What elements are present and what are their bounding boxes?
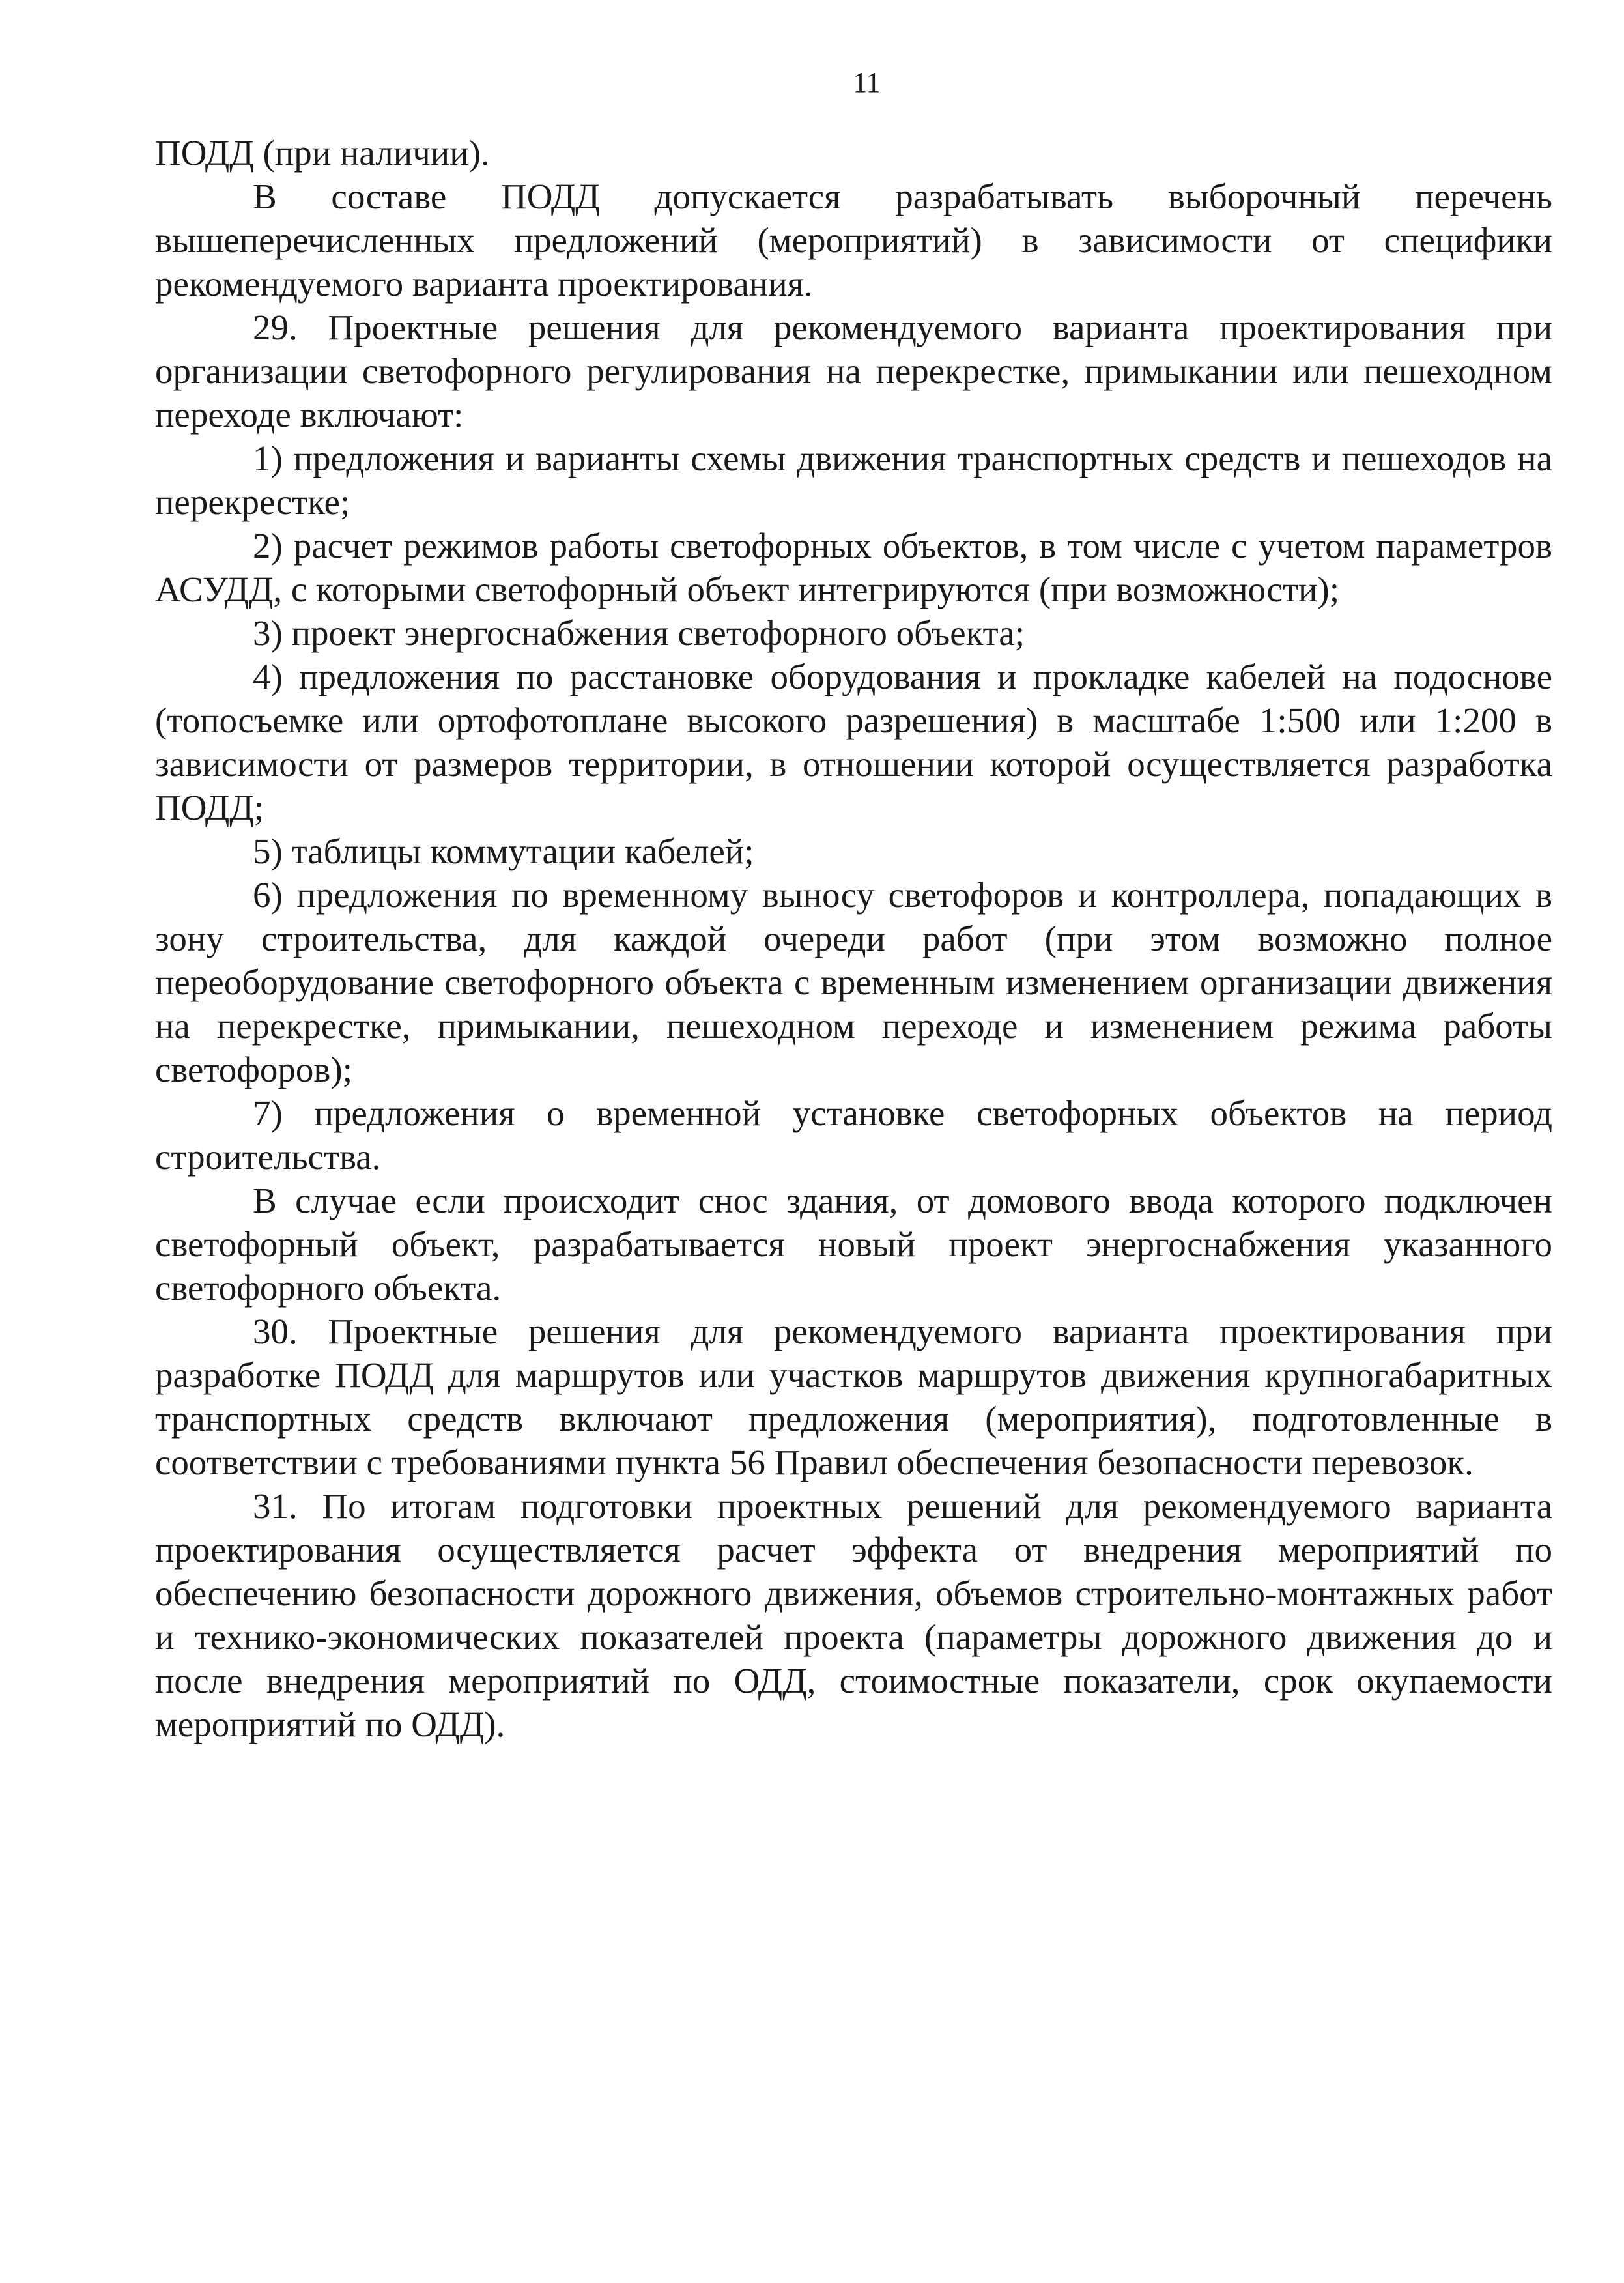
list-item-29-7: 7) предложения о временной установке светофорных объектов на период строительства. xyxy=(155,1093,1552,1177)
paragraph-continuation: ПОДД (при наличии). xyxy=(155,133,490,173)
paragraph-item-31: 31. По итогам подготовки проектных решений для рекомендуемого варианта проектирования осуществляется расчет эффекта от внедрения мероприятий по обеспечению безопасности дорожного движения, объемов строительно-монтажных работ и технико-экономических показателей проекта (параметры дорожного движения до и после внедрения мероприятий по ОДД, стоимостные показатели, срок окупаемости мероприятий по ОДД). xyxy=(155,1486,1552,1744)
list-item-29-6: 6) предложения по временному выносу светофоров и контроллера, попадающих в зону строительства, для каждой очереди работ (при этом возможно полное переоборудование светофорного объекта с временным изменением организации движения на перекрестке, примыкании, пешеходном переходе и изменением режима работы светофоров); xyxy=(155,875,1552,1089)
list-item-29-5: 5) таблицы коммутации кабелей; xyxy=(253,831,754,871)
page-number: 11 xyxy=(853,66,881,98)
document-body xyxy=(155,131,1552,1746)
list-item-29-4: 4) предложения по расстановке оборудования и прокладке кабелей на подоснове (топосъемке или ортофотоплане высокого разрешения) в масштабе 1:500 или 1:200 в зависимости от размеров территории, в отношении которой осуществляется разработка ПОДД; xyxy=(155,657,1552,827)
paragraph-podd-selection: В составе ПОДД допускается разрабатывать выборочный перечень вышеперечисленных предложений (мероприятий) в зависимости от специфики рекомендуемого варианта проектирования. xyxy=(155,177,1552,304)
paragraph-demolition: В случае если происходит снос здания, от домового ввода которого подключен светофорный объект, разрабатывается новый проект энергоснабжения указанного светофорного объекта. xyxy=(155,1181,1552,1308)
list-item-29-1: 1) предложения и варианты схемы движения транспортных средств и пешеходов на перекрестке; xyxy=(155,438,1552,522)
paragraph-item-29: 29. Проектные решения для рекомендуемого варианта проектирования при организации светофорного регулирования на перекрестке, примыкании или пешеходном переходе включают: xyxy=(155,308,1552,435)
list-item-29-2: 2) расчет режимов работы светофорных объектов, в том числе с учетом параметров АСУДД, с которыми светофорный объект интегрируются (при возможности); xyxy=(155,526,1552,609)
paragraph-item-30: 30. Проектные решения для рекомендуемого варианта проектирования при разработке ПОДД для маршрутов или участков маршрутов движения крупногабаритных транспортных средств включают предложения (мероприятия), подготовленные в соответствии с требованиями пункта 56 Правил обеспечения безопасности перевозок. xyxy=(155,1312,1552,1482)
list-item-29-3: 3) проект энергоснабжения светофорного объекта; xyxy=(253,613,1025,653)
